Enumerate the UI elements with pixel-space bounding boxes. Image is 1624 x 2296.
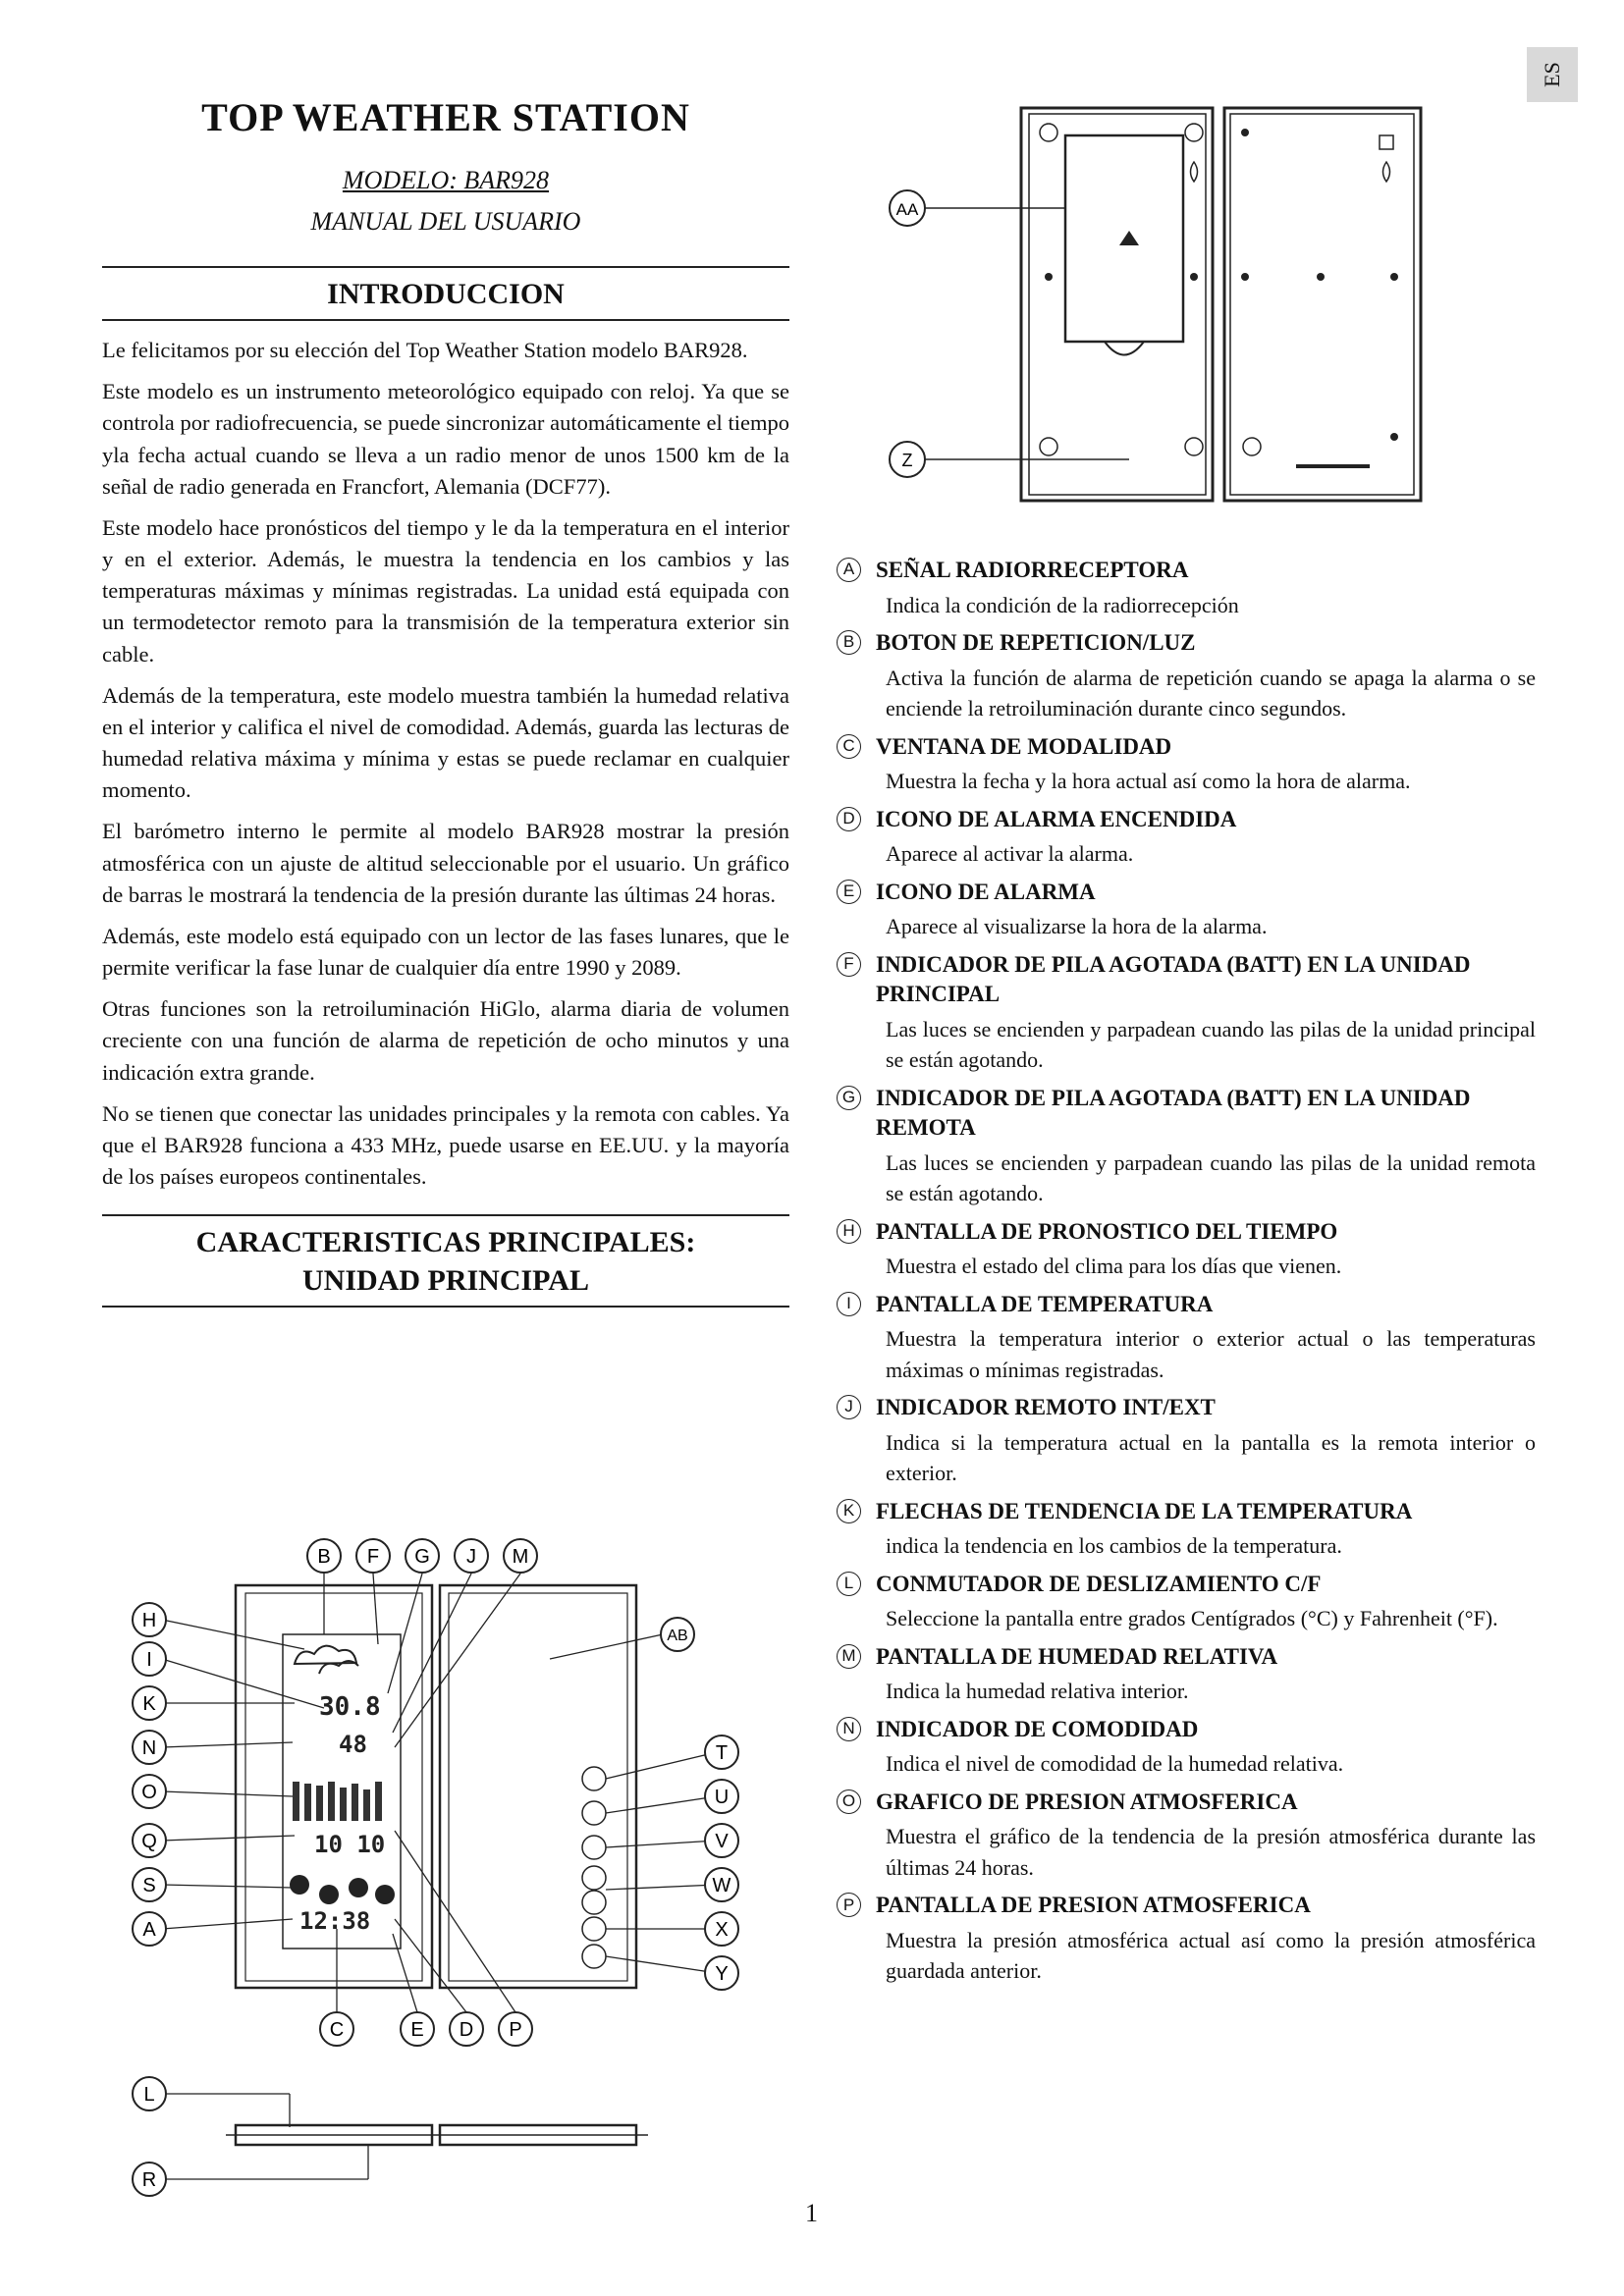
feature-letter-badge: G: [837, 1086, 861, 1110]
feature-title: ICONO DE ALARMA ENCENDIDA: [876, 806, 1237, 831]
feature-description: Indica el nivel de comodidad de la humedad relativa.: [886, 1751, 1344, 1777]
callout-bottom-d-label: D: [459, 2019, 474, 2041]
list-item: [837, 1393, 1536, 1488]
callout-left-n-label: N: [141, 1737, 157, 1759]
callout-bottom-p: [499, 2012, 532, 2046]
feature-description: Indica si la temperatura actual en la pantalla es la remota interior o exterior.: [886, 1429, 1536, 1486]
feature-letter-badge: N: [837, 1717, 861, 1741]
callout-left-n: [133, 1731, 166, 1764]
lcd-bars: [293, 1782, 382, 1821]
model-subtitle: MODELO: BAR928: [342, 166, 550, 194]
callout-left-o: [133, 1775, 166, 1808]
intro-paragraph: Además, este modelo está equipado con un lector de las fases lunares, que le permite verificar la fase lunar de cualquier día entre 1990 y 2089.: [102, 923, 789, 981]
feature-description: Muestra la presión atmosférica actual así como la presión atmosférica guardada anterior.: [886, 1927, 1536, 1984]
list-item: [837, 732, 1536, 797]
feature-letter-badge: K: [837, 1499, 861, 1523]
callout-top-g-label: G: [414, 1546, 430, 1568]
callout-right-y-label: Y: [715, 1963, 729, 1985]
callout-top-j-label: J: [466, 1546, 476, 1568]
page-number: 1: [805, 2199, 818, 2227]
callout-bottom-e-label: E: [410, 2019, 424, 2041]
callout-left-k-label: K: [142, 1693, 156, 1715]
feature-letter-badge: J: [837, 1395, 861, 1419]
callout-right-v-label: V: [715, 1831, 729, 1852]
list-item: [837, 805, 1536, 870]
list-item: [837, 628, 1536, 723]
callout-left-i-label: I: [146, 1649, 152, 1671]
callout-right-w-label: W: [712, 1875, 731, 1896]
moon-phases: [290, 1875, 395, 1904]
back-callout-aa: [890, 190, 925, 226]
callout-top-b-label: B: [317, 1546, 331, 1568]
feature-title: PANTALLA DE TEMPERATURA: [876, 1291, 1214, 1316]
callout-panel-ab: [661, 1618, 694, 1651]
language-tab: [1527, 47, 1578, 102]
feature-letter-badge: D: [837, 807, 861, 831]
callout-top-g: [406, 1539, 439, 1573]
back-view-diagram: [895, 98, 1453, 510]
callout-left-a: [133, 1912, 166, 1946]
main-features-heading: [102, 1214, 789, 1308]
feature-title: PANTALLA DE PRONOSTICO DEL TIEMPO: [876, 1218, 1338, 1244]
feature-description: Muestra el gráfico de la tendencia de la presión atmosférica durante las últimas 24 horas.: [886, 1824, 1536, 1880]
language-tab-label: ES: [1540, 62, 1564, 87]
feature-letter-badge: O: [837, 1789, 861, 1814]
main-unit-diagram: [128, 1517, 756, 2204]
feature-letter-badge: L: [837, 1572, 861, 1596]
intro-heading: [102, 266, 789, 321]
left-column: [102, 94, 789, 1321]
main-features-heading-line2: UNIDAD PRINCIPAL: [302, 1264, 589, 1298]
callout-right-t-label: T: [715, 1742, 729, 1764]
callout-left-i: [133, 1642, 166, 1676]
lcd-date: 10 10: [314, 1831, 386, 1858]
intro-paragraph: Además de la temperatura, este modelo muestra también la humedad relativa en el interior y califica el nivel de comodidad. Además, guarda las lecturas de humedad relativa máxima y mínima y estas se puede reclamar en cualquier momento.: [102, 682, 789, 803]
feature-letter-badge: P: [837, 1893, 861, 1917]
intro-heading-text: INTRODUCCION: [327, 278, 565, 310]
feature-description: Indica la condición de la radiorrecepción: [886, 592, 1239, 617]
callout-bottom-c: [320, 2012, 353, 2046]
intro-paragraph: Otras funciones son la retroiluminación HiGlo, alarma diaria de volumen creciente con una función de alarma de repetición de ocho minutos y una indicación extra grande.: [102, 996, 789, 1085]
list-item: [837, 1217, 1536, 1282]
back-callout-aa-label: AA: [895, 200, 919, 219]
feature-title: BOTON DE REPETICION/LUZ: [876, 630, 1196, 656]
feature-description: Muestra la temperatura interior o exterior actual o las temperaturas máximas o mínimas registradas.: [886, 1326, 1536, 1382]
feature-description: Seleccione la pantalla entre grados Centígrados (°C) y Fahrenheit (°F).: [886, 1606, 1498, 1631]
main-features-heading-line1: CARACTERISTICAS PRINCIPALES:: [195, 1226, 696, 1259]
callout-top-m-label: M: [512, 1546, 529, 1568]
feature-letter-badge: B: [837, 630, 861, 655]
callout-top-b: [307, 1539, 341, 1573]
feature-title: PANTALLA DE PRESION ATMOSFERICA: [876, 1893, 1311, 1918]
lcd-humidity: 48: [339, 1731, 367, 1758]
callout-right-y: [705, 1956, 738, 1990]
intro-paragraph: No se tienen que conectar las unidades principales y la remota con cables. Ya que el BAR928 funciona a 433 MHz, puede usarse en EE.UU. y la mayoría de los países europeos continentales.: [102, 1100, 789, 1190]
callout-left-s: [133, 1868, 166, 1901]
list-item: [837, 1788, 1536, 1883]
feature-description: Activa la función de alarma de repetición cuando se apaga la alarma o se enciende la retroiluminación durante cinco segundos.: [886, 665, 1536, 721]
callout-side-l-label: L: [143, 2084, 155, 2106]
callout-panel-ab-label: AB: [667, 1628, 688, 1644]
list-item: [837, 1570, 1536, 1634]
callout-right-x-label: X: [715, 1919, 729, 1941]
callout-top-f: [356, 1539, 390, 1573]
feature-list: [837, 556, 1536, 1995]
callout-right-t: [705, 1735, 738, 1769]
callout-side-r-label: R: [141, 2169, 157, 2191]
callout-left-q-label: Q: [141, 1831, 157, 1852]
feature-letter-badge: C: [837, 734, 861, 759]
list-item: [837, 1084, 1536, 1209]
feature-description: Aparece al activar la alarma.: [886, 841, 1134, 867]
callout-right-u: [705, 1780, 738, 1813]
feature-description: Las luces se encienden y parpadean cuando las pilas de la unidad principal se están agotando.: [886, 1016, 1536, 1073]
intro-paragraph: Este modelo hace pronósticos del tiempo y le da la temperatura en el interior y en el exterior. Además, le muestra la tendencia en los cambios y las temperaturas máximas y mínimas registradas. La unidad está equipada con un termodetector remoto para la transmisión de la temperatura exterior sin cable.: [102, 514, 789, 667]
back-callout-z-label: Z: [901, 451, 913, 470]
callout-bottom-d: [450, 2012, 483, 2046]
feature-title: PANTALLA DE HUMEDAD RELATIVA: [876, 1643, 1278, 1669]
page-title: TOP WEATHER STATION: [201, 95, 690, 139]
feature-letter-badge: F: [837, 952, 861, 977]
feature-letter-badge: A: [837, 558, 861, 582]
callout-right-w: [705, 1868, 738, 1901]
callout-top-m: [504, 1539, 537, 1573]
feature-title: SEÑAL RADIORRECEPTORA: [876, 558, 1189, 582]
feature-letter-badge: H: [837, 1219, 861, 1244]
list-item: [837, 1497, 1536, 1562]
callout-left-s-label: S: [142, 1875, 156, 1896]
callout-right-u-label: U: [714, 1787, 730, 1808]
side-view: [162, 2094, 648, 2179]
callout-bottom-p-label: P: [509, 2019, 522, 2041]
feature-title: INDICADOR DE COMODIDAD: [876, 1716, 1199, 1741]
feature-title: GRAFICO DE PRESION ATMOSFERICA: [876, 1789, 1298, 1814]
callout-left-h: [133, 1603, 166, 1636]
lcd-temperature: 30.8: [319, 1692, 381, 1722]
list-item: [837, 556, 1536, 620]
feature-description: Aparece al visualizarse la hora de la alarma.: [886, 914, 1268, 939]
feature-letter-badge: I: [837, 1292, 861, 1316]
feature-title: INDICADOR DE PILA AGOTADA (BATT) EN LA UNIDAD REMOTA: [876, 1085, 1471, 1141]
intro-paragraph: Le felicitamos por su elección del Top Weather Station modelo BAR928.: [102, 338, 748, 362]
feature-title: INDICADOR DE PILA AGOTADA (BATT) EN LA UNIDAD PRINCIPAL: [876, 951, 1471, 1007]
feature-letter-badge: E: [837, 880, 861, 904]
callout-left-o-label: O: [141, 1782, 157, 1803]
list-item: [837, 1891, 1536, 1986]
callout-bottom-c-label: C: [329, 2019, 345, 2041]
intro-paragraph: Este modelo es un instrumento meteorológico equipado con reloj. Ya que se controla por radiofrecuencia, se puede sincronizar automáticamente el tiempo yla fecha actual cuando se lleva a un radio menor de unos 1500 km de la señal de radio generada en Francfort, Alemania (DCF77).: [102, 379, 789, 499]
callout-left-k: [133, 1686, 166, 1720]
feature-letter-badge: M: [837, 1644, 861, 1669]
callout-left-a-label: A: [142, 1919, 156, 1941]
feature-title: INDICADOR REMOTO INT/EXT: [876, 1395, 1216, 1420]
intro-paragraph: El barómetro interno le permite al modelo BAR928 mostrar la presión atmosférica con un ajuste de altitud seleccionable por el usuario. Un gráfico de barras le mostrará la tendencia de la presión durante las últimas 24 horas.: [102, 819, 789, 907]
feature-description: indica la tendencia en los cambios de la temperatura.: [886, 1533, 1342, 1559]
callout-side-r: [133, 2163, 166, 2196]
feature-title: CONMUTADOR DE DESLIZAMIENTO C/F: [876, 1571, 1322, 1596]
side-buttons: [582, 1767, 606, 1968]
callout-left-q: [133, 1824, 166, 1857]
manual-subtitle: MANUAL DEL USUARIO: [310, 207, 581, 236]
feature-description: Muestra la fecha y la hora actual así como la hora de alarma.: [886, 769, 1411, 794]
lcd-clock: 12:38: [299, 1907, 371, 1935]
callout-top-j: [455, 1539, 488, 1573]
callout-right-x: [705, 1912, 738, 1946]
feature-title: VENTANA DE MODALIDAD: [876, 733, 1172, 759]
list-item: [837, 1290, 1536, 1385]
callout-side-l: [133, 2077, 166, 2110]
callout-right-v: [705, 1824, 738, 1857]
feature-description: Muestra el estado del clima para los días que vienen.: [886, 1254, 1342, 1279]
callout-left-h-label: H: [141, 1610, 157, 1631]
callout-bottom-e: [401, 2012, 434, 2046]
feature-description: Indica la humedad relativa interior.: [886, 1679, 1189, 1704]
list-item: [837, 878, 1536, 942]
callout-top-f-label: F: [366, 1546, 380, 1568]
list-item: [837, 950, 1536, 1076]
back-callout-z: [890, 442, 925, 477]
list-item: [837, 1715, 1536, 1780]
list-item: [837, 1642, 1536, 1707]
feature-description: Las luces se encienden y parpadean cuando las pilas de la unidad remota se están agotando.: [886, 1149, 1536, 1206]
feature-title: ICONO DE ALARMA: [876, 879, 1096, 904]
feature-title: FLECHAS DE TENDENCIA DE LA TEMPERATURA: [876, 1498, 1413, 1523]
